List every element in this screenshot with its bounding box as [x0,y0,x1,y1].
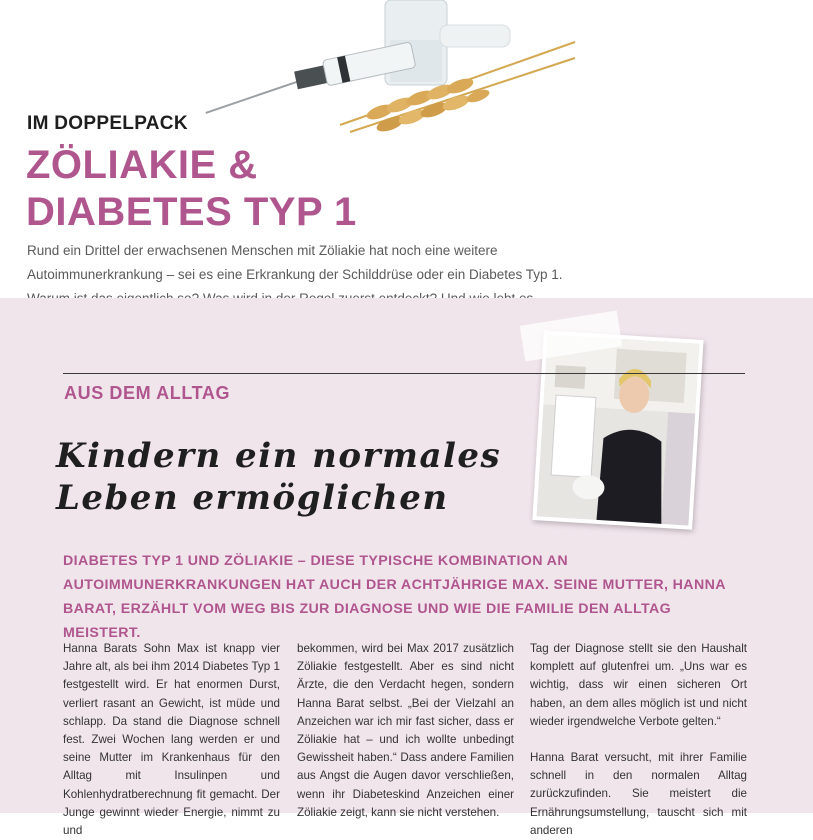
column-3-paragraph-2: Hanna Barat versucht, mit ihrer Familie schnell in den normalen Alltag zurückzufinden. Sie meistert die Ernährungsumstellung, tauscht sich mit anderen [530,751,747,837]
column-1 [63,640,280,840]
column-3-paragraph-1: Tag der Diagnose stellt sie den Haushalt komplett auf glutenfrei um. „Uns war es wichtig, dass wir einen sicheren Ort haben, an dem alles möglich ist und nicht wieder irgendwelche Verbote gelten.“ [530,642,747,728]
syringe-and-wheat-illustration [190,0,590,160]
column-1-text: Hanna Barats Sohn Max ist knapp vier Jahre alt, als bei ihm 2014 Diabetes Typ 1 festgestellt wird. Er hat enormen Durst, verliert rasant an Gewicht, ist müde und schlapp. Da stand die Diagnose schnell fest. Zwei Wochen lang werden er und seine Mutter im Krankenhaus für den Alltag mit Insulinpen und Kohlenhydratberechnung fit gemacht. Der Junge gewinnt wieder Energie, nimmt zu und [63,642,280,838]
headline-line-2: DIABETES TYP 1 [26,190,357,234]
script-title-line-1: Kindern ein normales [56,436,502,476]
headline [26,142,357,236]
top-section [0,0,813,300]
column-2 [297,640,514,822]
lead-paragraph: DIABETES TYP 1 UND ZÖLIAKIE – DIESE TYPISCHE KOMBINATION AN AUTOIMMUNERKRANKUNGEN HAT AUCH DER ACHTJÄHRIGE MAX. SEINE MUTTER, HANNA BARAT, ERZÄHLT VOM WEG BIS ZUR DIAGNOSE UND WIE DIE FAMILIE DEN ALLTAG MEISTERT. [63,553,726,641]
script-title-line-2: Leben ermöglichen [56,478,449,518]
intro-paragraph: Rund ein Drittel der erwachsenen Menschen mit Zöliakie hat noch eine weitere Autoimmunerkrankung – sei es eine Erkrankung der Schilddrüse oder ein Diabetes Typ 1. [27,243,563,282]
portrait-woman-image [537,335,700,526]
section-label: AUS DEM ALLTAG [64,383,231,403]
section-rule [63,373,745,374]
script-title [56,435,501,519]
background-syringe [440,25,510,47]
column-3 [530,640,747,840]
portrait-photo [532,330,703,529]
headline-line-1: ZÖLIAKIE & [26,143,258,187]
column-2-text: bekommen, wird bei Max 2017 zusätzlich Zöliakie festgestellt. Aber es sind nicht Ärzte, die den Verdacht hegen, sondern Hanna Barat selbst. „Bei der Vielzahl an Anzeichen war ich mir fast sicher, dass er Zöliakie hat – und ich wollte unbedingt Gewissheit haben.“ Dass andere Familien aus Angst die Augen davor verschließen, wenn ihr Diabeteskind Anzeichen einer Zöliakie zeigt, kann sie nicht verstehen. [297,642,514,819]
syringe [200,42,416,113]
kicker: IM DOPPELPACK [27,113,188,134]
